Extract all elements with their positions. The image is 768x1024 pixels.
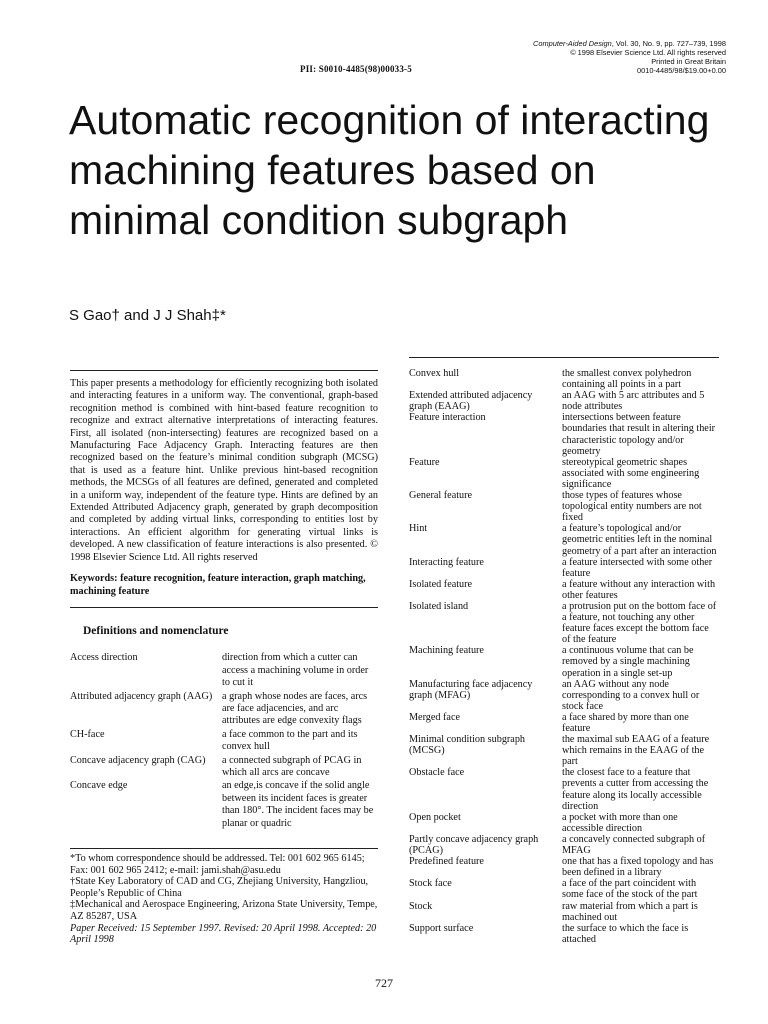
definition-term: Stock bbox=[409, 900, 433, 912]
definition-term: Feature interaction bbox=[409, 412, 486, 424]
keywords: Keywords: feature recognition, feature interaction, graph matching, machining feature bbox=[70, 573, 366, 597]
definition-term: Feature bbox=[409, 456, 440, 468]
definition-text: the maximal sub EAAG of a feature which remains in the EAAG of the part bbox=[562, 734, 710, 768]
definition-text: a face common to the part and its convex hull bbox=[222, 728, 358, 753]
footnote-affiliation-2: ‡Mechanical and Aerospace Engineering, Arizona State University, Tempe, AZ 85287, USA bbox=[70, 899, 378, 922]
definition-text: the surface to which the face is attached bbox=[562, 922, 689, 945]
definition-term: General feature bbox=[409, 490, 473, 502]
definition-text: an AAG without any node corresponding to a convex hull or stock face bbox=[562, 678, 700, 712]
definition-row bbox=[409, 457, 719, 490]
definition-term: Predefined feature bbox=[409, 856, 484, 868]
definition-term: Attributed adjacency graph (AAG) bbox=[70, 690, 213, 702]
left-column bbox=[70, 370, 378, 831]
footnote-corresponding: *To whom correspondence should be addressed. Tel: 001 602 965 6145; Fax: 001 602 965 2412; e-mail: jami.shah@asu.edu bbox=[70, 853, 365, 876]
definition-term: Isolated island bbox=[409, 600, 469, 612]
definition-text: the closest face to a feature that prevents a cutter from accessing the feature along its locally accessible direction bbox=[562, 767, 709, 812]
definition-row bbox=[70, 780, 378, 830]
definition-text: a pocket with more than one accessible direction bbox=[562, 811, 678, 834]
issn-line: 0010-4485/98/$19.00+0.00 bbox=[637, 66, 726, 75]
definition-row bbox=[409, 767, 719, 811]
definition-text: a face of the part coincident with some face of the stock of the part bbox=[562, 878, 698, 901]
paper-title: Automatic recognition of interacting machining features based on minimal condition subgraph bbox=[69, 97, 710, 243]
definition-term: Stock face bbox=[409, 878, 452, 890]
definition-row bbox=[409, 557, 719, 579]
definition-text: a protrusion put on the bottom face of a feature, not touching any other feature faces except the bottom face of the feature bbox=[562, 600, 717, 646]
definition-term: Convex hull bbox=[409, 368, 460, 379]
journal-name: Computer-Aided Design bbox=[533, 39, 612, 48]
definition-text: one that has a fixed topology and has been defined in a library bbox=[562, 856, 714, 879]
definition-row bbox=[409, 856, 719, 878]
definition-term: Concave edge bbox=[70, 780, 128, 792]
journal-citation bbox=[466, 39, 726, 75]
definition-term: Hint bbox=[409, 523, 428, 535]
definition-term: Minimal condition subgraph (MCSG) bbox=[409, 734, 526, 757]
definition-text: the smallest convex polyhedron containing all points in a part bbox=[562, 368, 692, 391]
definitions-heading: Definitions and nomenclature bbox=[83, 624, 229, 637]
definition-row bbox=[70, 691, 378, 728]
definition-row bbox=[409, 712, 719, 734]
definition-term: CH-face bbox=[70, 728, 105, 740]
copyright-line: © 1998 Elsevier Science Ltd. All rights reserved bbox=[570, 48, 726, 57]
definition-text: those types of features whose topological entity numbers are not fixed bbox=[562, 490, 702, 524]
definition-text: direction from which a cutter can access a machining volume in order to cut it bbox=[222, 652, 369, 689]
journal-details: , Vol. 30, No. 9, pp. 727–739, 1998 bbox=[611, 39, 726, 48]
definition-term: Concave adjacency graph (CAG) bbox=[70, 754, 206, 766]
page-number: 727 bbox=[375, 976, 393, 990]
definition-row bbox=[409, 523, 719, 556]
definition-row bbox=[70, 755, 378, 780]
definition-text: a concavely connected subgraph of MFAG bbox=[562, 833, 706, 857]
definition-term: Extended attributed adjacency graph (EAAG) bbox=[409, 390, 533, 413]
definition-term: Interacting feature bbox=[409, 556, 484, 568]
authors: S Gao† and J J Shah‡* bbox=[69, 307, 226, 324]
journal-line bbox=[466, 39, 726, 48]
right-top-rule bbox=[409, 357, 719, 358]
abstract-top-rule bbox=[70, 370, 378, 371]
pii-code: PII: S0010-4485(98)00033-5 bbox=[300, 64, 412, 74]
definition-row bbox=[409, 812, 719, 834]
definition-term: Partly concave adjacency graph (PCAG) bbox=[409, 833, 539, 857]
definition-row bbox=[409, 601, 719, 645]
definition-text: a feature without any interaction with other features bbox=[562, 578, 716, 601]
definition-row bbox=[409, 734, 719, 767]
definition-term: Manufacturing face adjacency graph (MFAG) bbox=[409, 678, 533, 701]
definition-text: an edge,is concave if the solid angle between its incident faces is greater than 180°. The incident faces may be planar or quadric bbox=[222, 780, 374, 829]
definition-term: Open pocket bbox=[409, 811, 461, 823]
definition-term: Obstacle face bbox=[409, 767, 465, 779]
definition-text: a connected subgraph of PCAG in which all arcs are concave bbox=[222, 754, 362, 778]
definition-row bbox=[409, 679, 719, 712]
definition-row bbox=[409, 390, 719, 412]
definition-text: a continuous volume that can be removed by a single machining operation in a single set-up bbox=[562, 645, 694, 679]
definition-row bbox=[409, 412, 719, 456]
abstract: This paper presents a methodology for efficiently recognizing both isolated and interacting features in a uniform way. The conventional, graph-based recognition method is combined with hint-based feature recognition to recognize and extract alternative interpretations of interacting features. First, all isolated (non-intersecting) features are recognized based on a Manufacturing Face Adjacency Graph. Interacting features are then recognized based on the feature’s minimal condition subgraph (MCSG) that is used as a feature hint. Unlike previous hint-based recognition methods, the MCSGs of all features are defined, generated and completed in a uniform way, independent of the feature type. Hints are defined by an Extended Attributed Adjacency graph, generated by graph decomposition and completed by adding virtual links, corresponding to entities lost by interactions. An efficient algorithm for generating virtual links is developed. A new classification of feature interactions is also presented. © 1998 Elsevier Science Ltd. All rights reserved bbox=[70, 378, 378, 563]
footnote-dates: Paper Received: 15 September 1997. Revised: 20 April 1998. Accepted: 20 April 1998 bbox=[70, 922, 377, 946]
definition-term: Support surface bbox=[409, 922, 474, 934]
definition-text: an AAG with 5 arc attributes and 5 node attributes bbox=[562, 390, 705, 413]
definition-row bbox=[409, 834, 719, 856]
definition-row bbox=[409, 490, 719, 523]
footnotes bbox=[70, 848, 378, 946]
definition-row bbox=[70, 652, 378, 689]
definition-row bbox=[409, 645, 719, 678]
definition-text: stereotypical geometric shapes associated with some engineering significance bbox=[562, 456, 700, 490]
definition-row bbox=[409, 923, 719, 945]
abstract-bottom-rule bbox=[70, 607, 378, 608]
footnote-rule bbox=[70, 848, 378, 849]
definition-row bbox=[409, 579, 719, 601]
definition-row bbox=[70, 729, 378, 754]
footnote-affiliation-1: †State Key Laboratory of CAD and CG, Zhejiang University, Hangzliou, People’s Republic of China bbox=[70, 876, 369, 899]
definitions-list-left bbox=[70, 652, 378, 830]
definition-text: a graph whose nodes are faces, arcs are face adjacencies, and arc attributes are edge convexity flags bbox=[222, 690, 368, 727]
definition-text: a face shared by more than one feature bbox=[562, 711, 689, 734]
definition-text: a feature intersected with some other feature bbox=[562, 556, 713, 579]
right-column bbox=[409, 357, 719, 945]
definition-term: Isolated feature bbox=[409, 578, 473, 590]
definition-term: Access direction bbox=[70, 652, 138, 664]
definition-term: Merged face bbox=[409, 711, 461, 723]
definition-text: raw material from which a part is machined out bbox=[562, 900, 698, 923]
definition-row bbox=[409, 901, 719, 923]
definition-row bbox=[409, 368, 719, 390]
definition-row bbox=[409, 878, 719, 900]
definition-text: intersections between feature boundaries that result in altering their characteristic topology and/or geometry bbox=[562, 412, 716, 457]
definition-term: Machining feature bbox=[409, 645, 484, 657]
definition-text: a feature’s topological and/or geometric entities left in the nominal geometry of a part after an interaction bbox=[562, 523, 717, 557]
printed-line: Printed in Great Britain bbox=[651, 57, 726, 66]
